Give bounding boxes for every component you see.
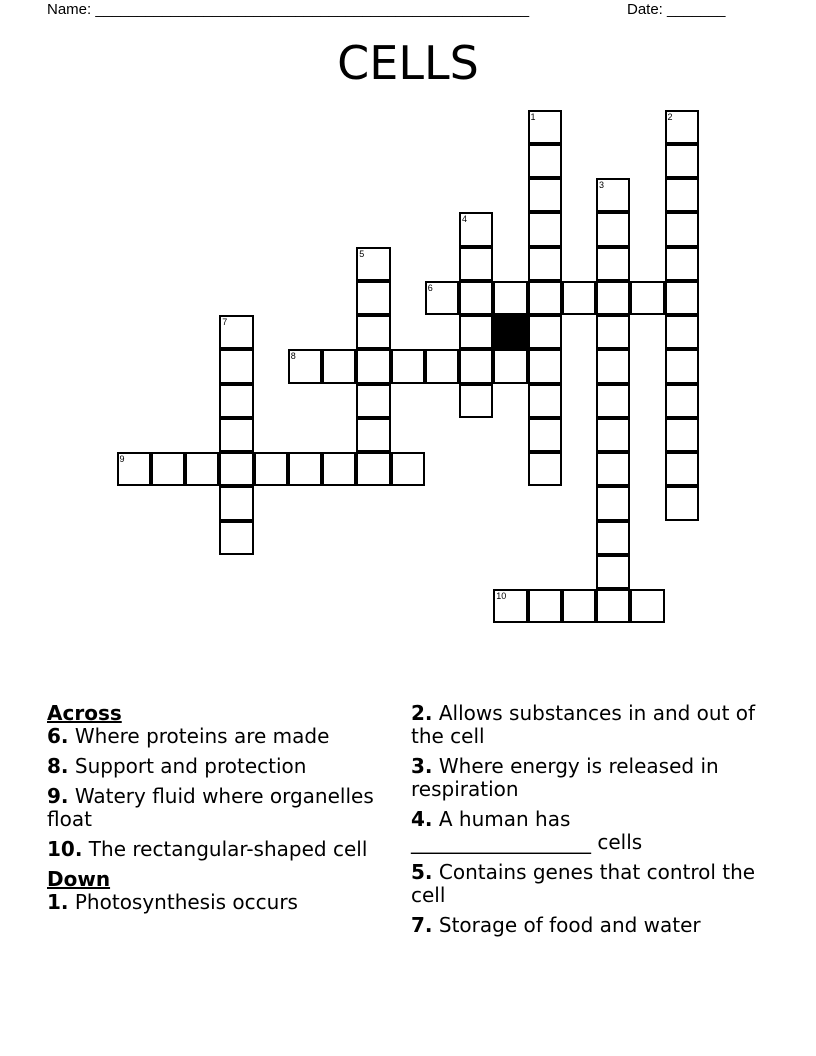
grid-cell[interactable] xyxy=(528,247,562,281)
grid-cell[interactable] xyxy=(493,349,527,383)
grid-cell[interactable] xyxy=(322,452,356,486)
date-field[interactable]: Date: _______ xyxy=(627,1,726,18)
cell-number: 5 xyxy=(359,248,365,259)
grid-cell[interactable] xyxy=(562,281,596,315)
grid-cell[interactable] xyxy=(356,384,390,418)
grid-cell[interactable] xyxy=(665,418,699,452)
grid-cell[interactable] xyxy=(630,281,664,315)
grid-cell[interactable] xyxy=(425,281,459,315)
clue-down-3: 3. Where energy is released in respiration xyxy=(411,754,719,801)
grid-cell[interactable] xyxy=(219,486,253,520)
grid-cell[interactable] xyxy=(459,212,493,246)
grid-cell[interactable] xyxy=(528,110,562,144)
clue-down-1: 1. Photosynthesis occurs xyxy=(47,890,298,914)
cell-number: 6 xyxy=(427,282,433,293)
down-heading: Down xyxy=(47,867,111,891)
grid-cell[interactable] xyxy=(459,247,493,281)
grid-cell[interactable] xyxy=(596,521,630,555)
grid-cell[interactable] xyxy=(391,349,425,383)
cell-number: 7 xyxy=(222,317,228,327)
grid-cell[interactable] xyxy=(459,384,493,418)
grid-cell[interactable] xyxy=(219,349,253,383)
grid-cell[interactable] xyxy=(391,452,425,486)
grid-cell[interactable] xyxy=(528,315,562,349)
clues-column-left xyxy=(47,702,377,921)
grid-cell[interactable] xyxy=(356,281,390,315)
clue-down-7: 7. Storage of food and water xyxy=(411,913,701,937)
grid-cell[interactable] xyxy=(288,349,322,383)
grid-cell[interactable] xyxy=(528,384,562,418)
black-cell xyxy=(493,315,527,349)
grid-cell[interactable] xyxy=(596,212,630,246)
clues-column-right xyxy=(411,702,756,944)
grid-cell[interactable] xyxy=(665,452,699,486)
page-title: CELLS xyxy=(337,36,479,90)
clue-across-10: 10. The rectangular-shaped cell xyxy=(47,837,368,861)
grid-cell[interactable] xyxy=(459,349,493,383)
grid-cell[interactable] xyxy=(596,281,630,315)
grid-cell[interactable] xyxy=(528,452,562,486)
grid-cell[interactable] xyxy=(151,452,185,486)
grid-cell[interactable] xyxy=(665,315,699,349)
grid-cell[interactable] xyxy=(528,589,562,623)
grid-cell[interactable] xyxy=(665,281,699,315)
grid-cell[interactable] xyxy=(425,349,459,383)
cell-number: 3 xyxy=(599,180,605,190)
grid-cell[interactable] xyxy=(665,349,699,383)
grid-cell[interactable] xyxy=(665,110,699,144)
grid-cell[interactable] xyxy=(528,212,562,246)
grid-cell[interactable] xyxy=(219,315,253,349)
grid-cell[interactable] xyxy=(493,589,527,623)
grid-cell[interactable] xyxy=(528,349,562,383)
grid-cell[interactable] xyxy=(596,178,630,212)
grid-cell[interactable] xyxy=(322,349,356,383)
grid-cell[interactable] xyxy=(596,486,630,520)
grid-cell[interactable] xyxy=(219,418,253,452)
grid-cell[interactable] xyxy=(596,555,630,589)
clue-across-6: 6. Where proteins are made xyxy=(47,724,330,748)
grid-cell[interactable] xyxy=(630,589,664,623)
grid-cell[interactable] xyxy=(596,452,630,486)
grid-cell[interactable] xyxy=(596,384,630,418)
grid-cell[interactable] xyxy=(528,281,562,315)
grid-cell[interactable] xyxy=(493,281,527,315)
name-field[interactable]: Name: ____________________________________________________ xyxy=(47,1,530,18)
grid-cell[interactable] xyxy=(665,178,699,212)
grid-cell[interactable] xyxy=(356,247,390,281)
grid-cell[interactable] xyxy=(665,486,699,520)
grid-cell[interactable] xyxy=(665,384,699,418)
clue-across-9: 9. Watery fluid where organelles float xyxy=(47,784,374,831)
grid-cell[interactable] xyxy=(117,452,151,486)
grid-cell[interactable] xyxy=(356,418,390,452)
grid-cell[interactable] xyxy=(596,589,630,623)
grid-cell[interactable] xyxy=(562,589,596,623)
grid-cell[interactable] xyxy=(596,315,630,349)
clue-down-2: 2. Allows substances in and out of the cell xyxy=(411,701,756,748)
grid-cell[interactable] xyxy=(254,452,288,486)
grid-cell[interactable] xyxy=(596,247,630,281)
grid-cell[interactable] xyxy=(596,418,630,452)
grid-cell[interactable] xyxy=(459,281,493,315)
grid-cell[interactable] xyxy=(528,178,562,212)
cell-number: 9 xyxy=(119,454,125,464)
across-heading: Across xyxy=(47,701,122,725)
grid-cell[interactable] xyxy=(528,418,562,452)
clue-across-8: 8. Support and protection xyxy=(47,754,307,778)
grid-cell[interactable] xyxy=(288,452,322,486)
grid-cell[interactable] xyxy=(459,315,493,349)
cell-number: 4 xyxy=(462,214,468,225)
grid-cell[interactable] xyxy=(665,247,699,281)
grid-cell[interactable] xyxy=(356,349,390,383)
cell-number: 1 xyxy=(530,111,536,122)
grid-cell[interactable] xyxy=(219,521,253,555)
grid-cell[interactable] xyxy=(528,144,562,178)
grid-cell[interactable] xyxy=(356,452,390,486)
cell-number: 10 xyxy=(496,591,507,601)
clue-down-4: 4. A human has __________________ cells xyxy=(411,807,643,854)
cell-number: 8 xyxy=(290,351,296,362)
grid-cell[interactable] xyxy=(665,144,699,178)
cell-number: 2 xyxy=(667,111,673,122)
clue-down-5: 5. Contains genes that control the cell xyxy=(411,860,756,907)
grid-cell[interactable] xyxy=(356,315,390,349)
grid-cell[interactable] xyxy=(596,349,630,383)
grid-cell[interactable] xyxy=(219,384,253,418)
grid-cell[interactable] xyxy=(185,452,219,486)
grid-cell[interactable] xyxy=(665,212,699,246)
grid-cell[interactable] xyxy=(219,452,253,486)
